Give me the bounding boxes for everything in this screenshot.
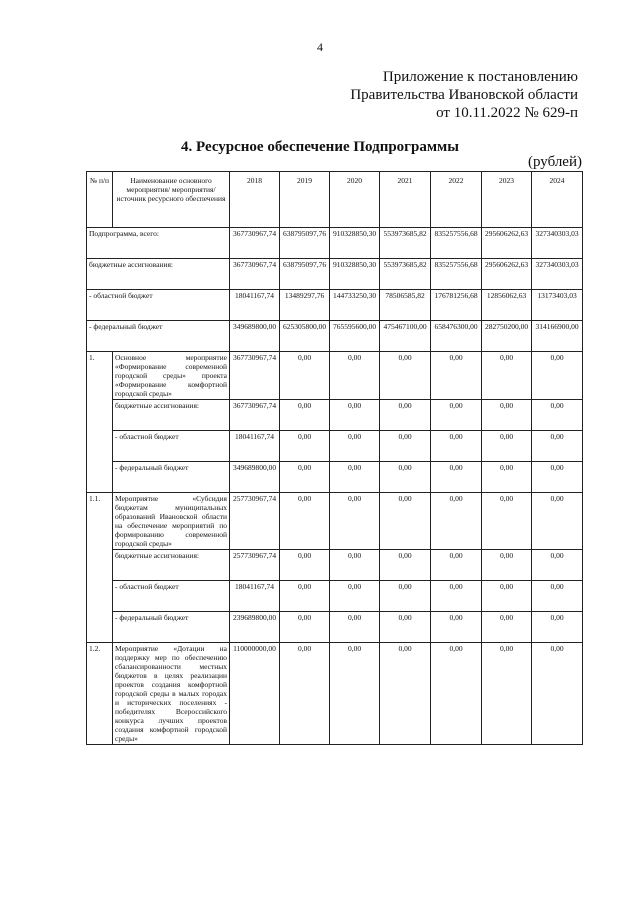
value-cell: 0,00 bbox=[380, 400, 431, 431]
table-row bbox=[87, 352, 583, 400]
value-cell: 0,00 bbox=[431, 643, 482, 745]
row-label: бюджетные ассигнования: bbox=[87, 259, 230, 290]
value-cell: 0,00 bbox=[330, 643, 380, 745]
activity-name: Мероприятие «Субсидия бюджетам муниципальных образований Ивановской области на обеспечение мероприятий по формированию современной городской среды» bbox=[113, 493, 230, 550]
value-cell: 0,00 bbox=[280, 612, 330, 643]
value-cell: 835257556,68 bbox=[431, 228, 482, 259]
value-cell: 0,00 bbox=[532, 612, 583, 643]
value-cell: 0,00 bbox=[380, 493, 431, 550]
value-cell: 18041167,74 bbox=[230, 431, 280, 462]
value-cell: 0,00 bbox=[280, 431, 330, 462]
header-year: 2020 bbox=[330, 172, 380, 228]
value-cell: 13173403,03 bbox=[532, 290, 583, 321]
page-number: 4 bbox=[317, 40, 323, 54]
value-cell: 314166900,00 bbox=[532, 321, 583, 352]
value-cell: 0,00 bbox=[482, 493, 532, 550]
value-cell: 0,00 bbox=[330, 352, 380, 400]
value-cell: 0,00 bbox=[532, 581, 583, 612]
value-cell: 0,00 bbox=[380, 612, 431, 643]
value-cell: 0,00 bbox=[431, 431, 482, 462]
appendix-line-1: Приложение к постановлению bbox=[382, 69, 578, 85]
value-cell: 0,00 bbox=[280, 493, 330, 550]
value-cell: 553973685,82 bbox=[380, 259, 431, 290]
value-cell: 0,00 bbox=[380, 550, 431, 581]
value-cell: 282750200,00 bbox=[482, 321, 532, 352]
header-year: 2019 bbox=[280, 172, 330, 228]
header-num: № п/п bbox=[87, 172, 113, 228]
source-label: - областной бюджет bbox=[113, 431, 230, 462]
value-cell: 18041167,74 bbox=[230, 581, 280, 612]
table-row bbox=[87, 290, 583, 321]
value-cell: 0,00 bbox=[431, 352, 482, 400]
value-cell: 257730967,74 bbox=[230, 550, 280, 581]
value-cell: 349689800,00 bbox=[230, 462, 280, 493]
value-cell: 144733250,30 bbox=[330, 290, 380, 321]
value-cell: 0,00 bbox=[431, 400, 482, 431]
value-cell: 0,00 bbox=[482, 400, 532, 431]
table-row bbox=[87, 400, 583, 431]
value-cell: 475467100,00 bbox=[380, 321, 431, 352]
row-number: 1.2. bbox=[87, 643, 113, 745]
table-row bbox=[87, 431, 583, 462]
table-row bbox=[87, 321, 583, 352]
value-cell: 0,00 bbox=[330, 550, 380, 581]
value-cell: 638795097,76 bbox=[280, 228, 330, 259]
activity-name: Мероприятие «Дотации на поддержку мер по обеспечению сбалансированности местных бюджетов в целях реализации проектов создания комфортной городской среды в малых городах и исторических поселениях - победителях Всероссийского конкурса лучших проектов создания комфортной городской среды» bbox=[113, 643, 230, 745]
value-cell: 0,00 bbox=[280, 643, 330, 745]
source-label: - федеральный бюджет bbox=[113, 462, 230, 493]
value-cell: 0,00 bbox=[431, 612, 482, 643]
table-header-row bbox=[87, 172, 583, 228]
row-label: Подпрограмма, всего: bbox=[87, 228, 230, 259]
value-cell: 625305800,00 bbox=[280, 321, 330, 352]
value-cell: 0,00 bbox=[330, 431, 380, 462]
source-label: бюджетные ассигнования: bbox=[113, 550, 230, 581]
value-cell: 0,00 bbox=[380, 581, 431, 612]
source-label: - федеральный бюджет bbox=[113, 612, 230, 643]
value-cell: 12856062,63 bbox=[482, 290, 532, 321]
header-year: 2023 bbox=[482, 172, 532, 228]
resource-table bbox=[86, 171, 583, 745]
value-cell: 0,00 bbox=[330, 581, 380, 612]
appendix-line-3: от 10.11.2022 № 629-п bbox=[436, 105, 578, 121]
header-year: 2024 bbox=[532, 172, 583, 228]
table-row bbox=[87, 612, 583, 643]
value-cell: 910328850,30 bbox=[330, 228, 380, 259]
activity-name: Основное мероприятие «Формирование современной городской среды» проекта «Формирование комфортной городской среды» bbox=[113, 352, 230, 400]
source-label: - областной бюджет bbox=[113, 581, 230, 612]
value-cell: 0,00 bbox=[280, 462, 330, 493]
value-cell: 0,00 bbox=[482, 581, 532, 612]
value-cell: 110000000,00 bbox=[230, 643, 280, 745]
value-cell: 349689800,00 bbox=[230, 321, 280, 352]
value-cell: 835257556,68 bbox=[431, 259, 482, 290]
value-cell: 327340303,03 bbox=[532, 259, 583, 290]
value-cell: 0,00 bbox=[532, 400, 583, 431]
value-cell: 257730967,74 bbox=[230, 493, 280, 550]
value-cell: 0,00 bbox=[380, 431, 431, 462]
header-year: 2022 bbox=[431, 172, 482, 228]
value-cell: 0,00 bbox=[482, 643, 532, 745]
value-cell: 367730967,74 bbox=[230, 228, 280, 259]
table-row bbox=[87, 581, 583, 612]
value-cell: 0,00 bbox=[380, 462, 431, 493]
value-cell: 553973685,82 bbox=[380, 228, 431, 259]
value-cell: 0,00 bbox=[482, 462, 532, 493]
units-label: (рублей) bbox=[527, 154, 582, 170]
table-row bbox=[87, 643, 583, 745]
value-cell: 0,00 bbox=[280, 550, 330, 581]
value-cell: 0,00 bbox=[431, 581, 482, 612]
value-cell: 0,00 bbox=[532, 643, 583, 745]
value-cell: 0,00 bbox=[330, 462, 380, 493]
value-cell: 0,00 bbox=[482, 550, 532, 581]
value-cell: 658476300,00 bbox=[431, 321, 482, 352]
value-cell: 0,00 bbox=[330, 493, 380, 550]
table-row bbox=[87, 228, 583, 259]
row-number: 1. bbox=[87, 352, 113, 493]
value-cell: 13489297,76 bbox=[280, 290, 330, 321]
value-cell: 910328850,30 bbox=[330, 259, 380, 290]
value-cell: 0,00 bbox=[482, 612, 532, 643]
value-cell: 367730967,74 bbox=[230, 259, 280, 290]
value-cell: 367730967,74 bbox=[230, 400, 280, 431]
value-cell: 295606262,63 bbox=[482, 228, 532, 259]
table-row bbox=[87, 550, 583, 581]
value-cell: 327340303,03 bbox=[532, 228, 583, 259]
source-label: бюджетные ассигнования: bbox=[113, 400, 230, 431]
value-cell: 0,00 bbox=[330, 612, 380, 643]
value-cell: 0,00 bbox=[330, 400, 380, 431]
value-cell: 295606262,63 bbox=[482, 259, 532, 290]
value-cell: 0,00 bbox=[532, 431, 583, 462]
value-cell: 0,00 bbox=[532, 352, 583, 400]
value-cell: 0,00 bbox=[532, 462, 583, 493]
value-cell: 176781256,68 bbox=[431, 290, 482, 321]
value-cell: 239689800,00 bbox=[230, 612, 280, 643]
value-cell: 0,00 bbox=[482, 352, 532, 400]
section-title: 4. Ресурсное обеспечение Подпрограммы bbox=[181, 139, 459, 155]
appendix-line-2: Правительства Ивановской области bbox=[350, 87, 578, 103]
value-cell: 0,00 bbox=[280, 400, 330, 431]
header-name: Наименование основного мероприятия/ мероприятия/источник ресурсного обеспечения bbox=[113, 172, 230, 228]
table-row bbox=[87, 462, 583, 493]
value-cell: 0,00 bbox=[280, 581, 330, 612]
value-cell: 0,00 bbox=[532, 493, 583, 550]
table-row bbox=[87, 493, 583, 550]
value-cell: 18041167,74 bbox=[230, 290, 280, 321]
row-label: - федеральный бюджет bbox=[87, 321, 230, 352]
value-cell: 0,00 bbox=[431, 462, 482, 493]
value-cell: 0,00 bbox=[380, 352, 431, 400]
value-cell: 78506585,82 bbox=[380, 290, 431, 321]
value-cell: 0,00 bbox=[482, 431, 532, 462]
value-cell: 0,00 bbox=[380, 643, 431, 745]
value-cell: 638795097,76 bbox=[280, 259, 330, 290]
value-cell: 0,00 bbox=[431, 550, 482, 581]
header-year: 2021 bbox=[380, 172, 431, 228]
value-cell: 367730967,74 bbox=[230, 352, 280, 400]
table-row bbox=[87, 259, 583, 290]
value-cell: 765595600,00 bbox=[330, 321, 380, 352]
header-year: 2018 bbox=[230, 172, 280, 228]
row-number: 1.1. bbox=[87, 493, 113, 643]
value-cell: 0,00 bbox=[431, 493, 482, 550]
value-cell: 0,00 bbox=[532, 550, 583, 581]
value-cell: 0,00 bbox=[280, 352, 330, 400]
row-label: - областной бюджет bbox=[87, 290, 230, 321]
appendix-caption bbox=[350, 68, 578, 122]
